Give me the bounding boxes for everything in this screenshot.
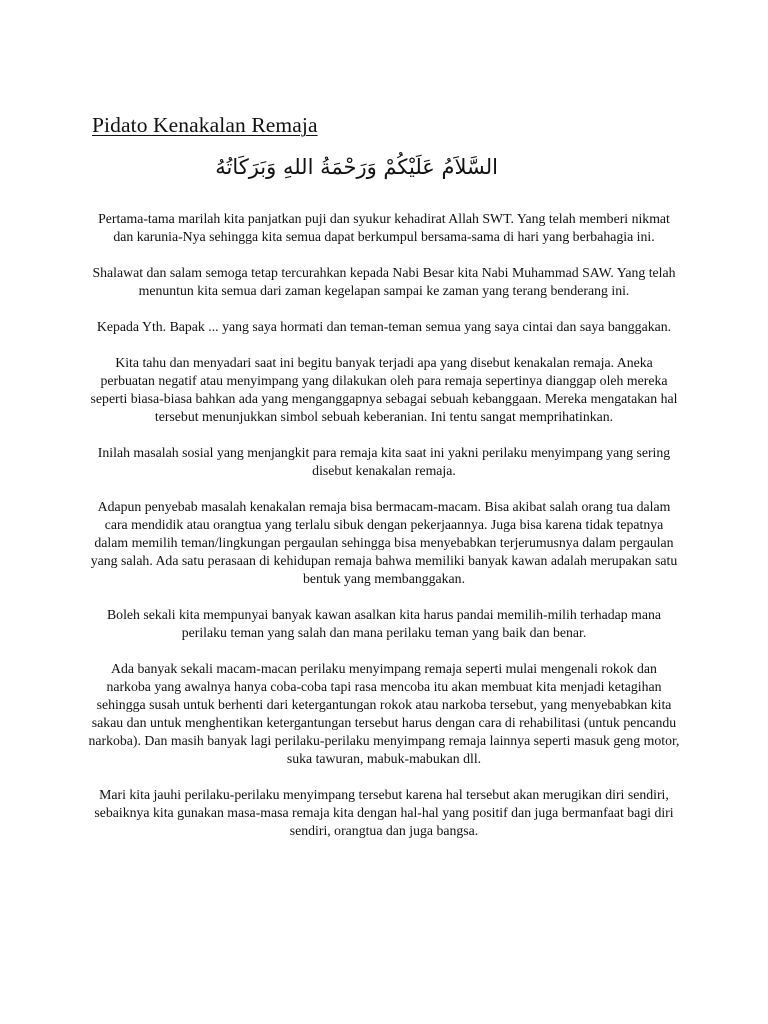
paragraph-choosing-friends: Boleh sekali kita mempunyai banyak kawan asalkan kita harus pandai memilih-milih terhadap mana perilaku teman yang salah dan mana perilaku teman yang baik dan benar. <box>106 607 661 640</box>
paragraph-closing-advice: Mari kita jauhi perilaku-perilaku menyimpang tersebut karena hal tersebut akan merugikan diri sendiri, sebaiknya kita gunakan masa-masa remaja kita dengan hal-hal yang positif dan juga bermanfaat bagi diri sendiri, orangtua dan juga bangsa. <box>94 787 674 838</box>
paragraph-problem-statement: Kita tahu dan menyadari saat ini begitu banyak terjadi apa yang disebut kenakalan remaja. Aneka perbuatan negatif atau menyimpang yang dilakukan oleh para remaja sepertinya dianggap oleh mereka seperti biasa-biasa bahkan ada yang menganggapnya sebagai sebuah kebanggaan. Mereka mengatakan hal tersebut menunjukkan simbol sebuah keberanian. Ini tentu sangat memprihatinkan. <box>90 355 678 424</box>
paragraph-social-problem: Inilah masalah sosial yang menjangkit para remaja kita saat ini yakni perilaku menyimpang yang sering disebut kenakalan remaja. <box>97 445 671 478</box>
arabic-greeting: السَّلاَمُ عَلَيْكُمْ وَرَحْمَةُ اللهِ وَبَرَكَاتُهُ <box>215 155 498 179</box>
paragraph-deviant-behaviors: Ada banyak sekali macam-macan perilaku menyimpang remaja seperti mulai mengenali rokok dan narkoba yang awalnya hanya coba-coba tapi rasa mencoba itu akan membuat kita menjadi ketagihan sehingga susah untuk berhenti dari ketergantungan rokok atau narkoba tersebut, yang menyebabkan kita sakau dan untuk menghentikan ketergantungan tersebut harus dengan cara di rehabilitasi (untuk pencandu narkoba). Dan masih banyak lagi perilaku-perilaku menyimpang remaja lainnya seperti masuk geng motor, suka tawuran, mabuk-mabukan dll. <box>88 661 680 766</box>
speech-body <box>88 210 680 858</box>
paragraph-causes: Adapun penyebab masalah kenakalan remaja bisa bermacam-macam. Bisa akibat salah orang tua dalam cara mendidik atau orangtua yang terlalu sibuk dengan pekerjaannya. Juga bisa karena tidak tepatnya dalam memilih teman/lingkungan pergaulan sehingga bisa menyebabkan terjerumusnya dalam pergaulan yang salah. Ada satu perasaan di kehidupan remaja bahwa memiliki banyak kawan adalah merupakan satu bentuk yang membanggakan. <box>90 499 678 586</box>
paragraph-greeting-audience: Kepada Yth. Bapak ... yang saya hormati dan teman-teman semua yang saya cintai dan saya banggakan. <box>96 319 672 334</box>
document-title: Pidato Kenakalan Remaja <box>92 113 318 137</box>
paragraph-opening-praise: Pertama-tama marilah kita panjatkan puji dan syukur kehadirat Allah SWT. Yang telah memberi nikmat dan karunia-Nya sehingga kita semua dapat berkumpul bersama-sama di hari yang berbahagia ini. <box>98 211 670 244</box>
paragraph-shalawat: Shalawat dan salam semoga tetap tercurahkan kepada Nabi Besar kita Nabi Muhammad SAW. Yang telah menuntun kita semua dari zaman kegelapan sampai ke zaman yang terang benderang ini. <box>92 265 676 298</box>
